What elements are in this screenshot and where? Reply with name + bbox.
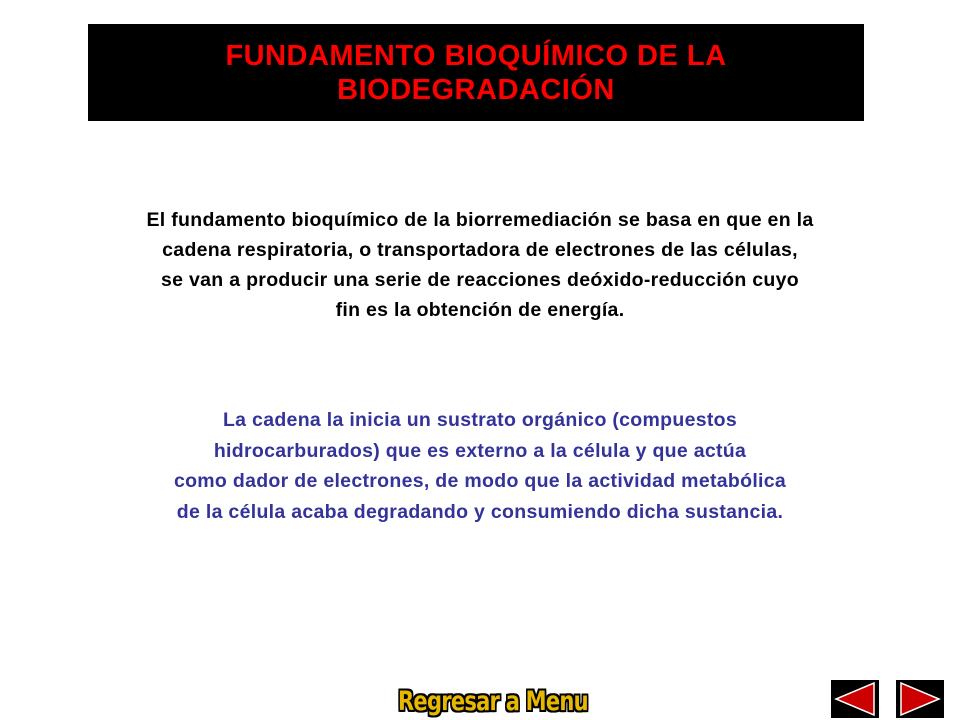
next-slide-button[interactable]	[896, 680, 944, 718]
paragraph-biorremediacion	[60, 205, 900, 325]
paragraph-2-line-4: de la célula acaba degradando y consumiendo dicha sustancia.	[176, 500, 784, 523]
back-to-menu-label: Regresar a Menu	[398, 685, 588, 717]
paragraph-1-line-1: El fundamento bioquímico de la biorremediación se basa en que en la	[146, 209, 814, 231]
paragraph-2-line-1: La cadena la inicia un sustrato orgánico (compuestos	[222, 409, 738, 431]
paragraph-1-line-3: se van a producir una serie de reacciones deóxido-reducción cuyo	[161, 269, 799, 291]
previous-slide-button[interactable]	[831, 680, 879, 718]
page-title	[225, 39, 726, 107]
triangle-right-icon	[896, 680, 944, 718]
paragraph-cadena	[60, 405, 900, 527]
paragraph-1-line-2: cadena respiratoria, o transportadora de electrones de las células,	[162, 239, 798, 261]
paragraph-2-line-3: como dador de electrones, de modo que la actividad metabólica	[173, 470, 787, 492]
title-line-2: BIODEGRADACIÓN	[337, 73, 615, 106]
triangle-left-icon	[831, 680, 879, 718]
title-bar	[88, 24, 864, 121]
back-to-menu-link[interactable]	[398, 684, 641, 718]
title-line-1: FUNDAMENTO BIOQUÍMICO DE LA	[225, 39, 727, 72]
paragraph-2-line-2: hidrocarburados) que es externo a la célula y que actúa	[213, 439, 747, 462]
paragraph-1-line-4: fin es la obtención de energía.	[335, 299, 625, 321]
